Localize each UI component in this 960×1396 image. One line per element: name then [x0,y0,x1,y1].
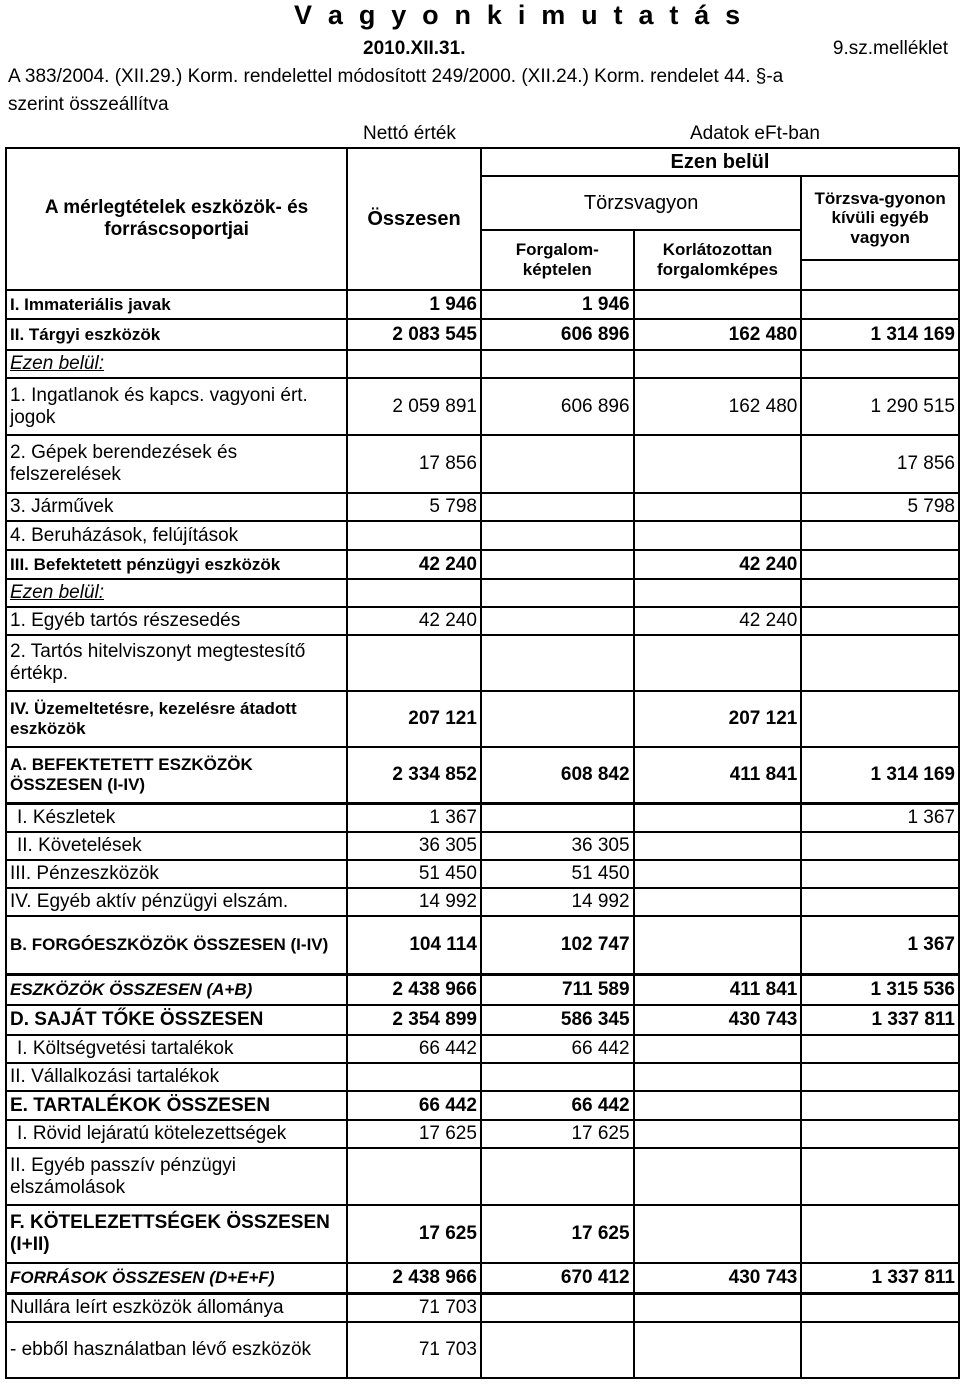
row-label: A. BEFEKTETETT ESZKÖZÖK ÖSSZESEN (I-IV) [6,747,347,803]
cell-restricted: 430 743 [634,1005,802,1035]
cell-other: 1 315 536 [801,974,959,1005]
cell-restricted: 430 743 [634,1263,802,1293]
cell-restricted [634,1148,802,1205]
cell-non-marketable [481,521,634,550]
cell-restricted [634,832,802,860]
cell-other [801,1091,959,1120]
cell-other: 5 798 [801,493,959,521]
cell-non-marketable [481,635,634,691]
row-label: IV. Egyéb aktív pénzügyi elszám. [6,888,347,916]
cell-total: 42 240 [347,607,481,635]
page-title: V a g y o n k i m u t a t á s [294,0,745,30]
table-row [6,1063,959,1091]
cell-other [801,350,959,378]
cell-non-marketable: 608 842 [481,747,634,803]
table-row [6,378,959,435]
cell-non-marketable [481,1063,634,1091]
cell-restricted: 411 841 [634,974,802,1005]
header-within: Ezen belül [481,148,959,176]
table-row [6,1148,959,1205]
cell-total: 66 442 [347,1091,481,1120]
cell-non-marketable: 711 589 [481,974,634,1005]
cell-total: 104 114 [347,916,481,974]
table-row [6,635,959,691]
legal-basis-line1: A 383/2004. (XII.29.) Korm. rendelettel módosított 249/2000. (XII.24.) Korm. rendelet 44. §-a [8,66,784,87]
cell-non-marketable: 17 625 [481,1120,634,1148]
row-label: 2. Tartós hitelviszonyt megtestesítő értékp. [6,635,347,691]
header-spacer [801,260,959,290]
cell-other: 1 314 169 [801,747,959,803]
table-row [6,803,959,832]
cell-restricted [634,1120,802,1148]
table-row [6,860,959,888]
cell-total: 2 438 966 [347,974,481,1005]
row-label: Ezen belül: [6,350,347,378]
cell-non-marketable: 14 992 [481,888,634,916]
cell-total: 66 442 [347,1035,481,1063]
cell-total: 36 305 [347,832,481,860]
row-label: I. Immateriális javak [6,290,347,319]
row-label: 4. Beruházások, felújítások [6,521,347,550]
row-label: B. FORGÓESZKÖZÖK ÖSSZESEN (I-IV) [6,916,347,974]
report-date: 2010.XII.31. [363,38,466,59]
table-row [6,521,959,550]
legal-basis-line2: szerint összeállítva [8,94,169,115]
cell-non-marketable [481,803,634,832]
row-label: I. Rövid lejáratú kötelezettségek [6,1120,347,1148]
table-row [6,1263,959,1293]
cell-non-marketable: 670 412 [481,1263,634,1293]
cell-restricted [634,579,802,607]
units-caption: Adatok eFt-ban [690,123,820,144]
cell-non-marketable [481,607,634,635]
cell-other [801,832,959,860]
table-row [6,974,959,1005]
table-row [6,1005,959,1035]
cell-total [347,1148,481,1205]
cell-other: 1 337 811 [801,1005,959,1035]
cell-other [801,1063,959,1091]
table-row [6,1293,959,1322]
cell-total: 2 438 966 [347,1263,481,1293]
cell-non-marketable [481,1148,634,1205]
header-non-marketable: Forgalom-képtelen [481,230,634,290]
cell-non-marketable [481,550,634,579]
cell-non-marketable [481,1293,634,1322]
table-row [6,1322,959,1378]
cell-non-marketable [481,579,634,607]
cell-restricted [634,493,802,521]
cell-total: 17 625 [347,1205,481,1263]
cell-non-marketable: 66 442 [481,1035,634,1063]
cell-other [801,521,959,550]
cell-total: 14 992 [347,888,481,916]
cell-restricted [634,350,802,378]
cell-other [801,888,959,916]
row-label: E. TARTALÉKOK ÖSSZESEN [6,1091,347,1120]
cell-non-marketable: 586 345 [481,1005,634,1035]
cell-non-marketable [481,493,634,521]
cell-restricted [634,916,802,974]
row-label: II. Egyéb passzív pénzügyi elszámolások [6,1148,347,1205]
table-row [6,1091,959,1120]
annex-number: 9.sz.melléklet [832,38,948,59]
header-items: A mérlegtételek eszközök- és forráscsoportjai [6,148,347,290]
cell-other [801,1205,959,1263]
table-row [6,579,959,607]
row-label: 1. Ingatlanok és kapcs. vagyoni ért. jogok [6,378,347,435]
table-row [6,747,959,803]
table-row [6,607,959,635]
cell-restricted [634,1322,802,1378]
cell-total [347,579,481,607]
cell-non-marketable: 36 305 [481,832,634,860]
row-label: FORRÁSOK ÖSSZESEN (D+E+F) [6,1263,347,1293]
cell-restricted: 411 841 [634,747,802,803]
row-label: - ebből használatban lévő eszközök [6,1322,347,1378]
table-row [6,1205,959,1263]
cell-total: 42 240 [347,550,481,579]
cell-other [801,579,959,607]
row-label: III. Pénzeszközök [6,860,347,888]
cell-non-marketable [481,350,634,378]
cell-non-marketable [481,1322,634,1378]
row-label: IV. Üzemeltetésre, kezelésre átadott eszközök [6,691,347,747]
net-value-caption: Nettó érték [363,123,456,144]
cell-restricted: 162 480 [634,319,802,350]
cell-other: 1 290 515 [801,378,959,435]
cell-restricted: 42 240 [634,607,802,635]
cell-non-marketable [481,691,634,747]
asset-statement-table [5,147,960,1379]
cell-restricted [634,1205,802,1263]
cell-total [347,521,481,550]
cell-restricted [634,860,802,888]
row-label: 2. Gépek berendezések és felszerelések [6,435,347,493]
cell-restricted [634,290,802,319]
table-row [6,350,959,378]
table-row [6,319,959,350]
cell-restricted [634,635,802,691]
row-label: II. Tárgyi eszközök [6,319,347,350]
table-row [6,916,959,974]
row-label: 1. Egyéb tartós részesedés [6,607,347,635]
table-row [6,691,959,747]
cell-total: 207 121 [347,691,481,747]
cell-total: 17 625 [347,1120,481,1148]
cell-other [801,1293,959,1322]
cell-restricted [634,1091,802,1120]
cell-total: 2 083 545 [347,319,481,350]
row-label: II. Vállalkozási tartalékok [6,1063,347,1091]
cell-restricted [634,1035,802,1063]
cell-total [347,350,481,378]
cell-restricted [634,1063,802,1091]
cell-total: 2 059 891 [347,378,481,435]
cell-total: 17 856 [347,435,481,493]
cell-non-marketable: 51 450 [481,860,634,888]
cell-restricted: 42 240 [634,550,802,579]
row-label: D. SAJÁT TŐKE ÖSSZESEN [6,1005,347,1035]
cell-non-marketable: 102 747 [481,916,634,974]
cell-other [801,1035,959,1063]
cell-other: 1 314 169 [801,319,959,350]
cell-restricted [634,521,802,550]
table-row [6,290,959,319]
cell-other [801,635,959,691]
cell-restricted [634,435,802,493]
table-row [6,435,959,493]
cell-other [801,860,959,888]
cell-restricted [634,888,802,916]
row-label: I. Készletek [6,803,347,832]
cell-other [801,1120,959,1148]
cell-total: 71 703 [347,1293,481,1322]
cell-total: 5 798 [347,493,481,521]
header-non-core: Törzsva-gyonon kívüli egyéb vagyon [801,176,959,260]
cell-non-marketable: 606 896 [481,319,634,350]
cell-other: 1 337 811 [801,1263,959,1293]
cell-total [347,635,481,691]
cell-other [801,1322,959,1378]
row-label: F. KÖTELEZETTSÉGEK ÖSSZESEN (I+II) [6,1205,347,1263]
table-row [6,1035,959,1063]
cell-non-marketable: 1 946 [481,290,634,319]
cell-other [801,1148,959,1205]
cell-other [801,607,959,635]
cell-other [801,290,959,319]
cell-non-marketable: 66 442 [481,1091,634,1120]
cell-total: 51 450 [347,860,481,888]
cell-restricted: 207 121 [634,691,802,747]
cell-total [347,1063,481,1091]
row-label: III. Befektetett pénzügyi eszközök [6,550,347,579]
row-label: I. Költségvetési tartalékok [6,1035,347,1063]
row-label: Nullára leírt eszközök állománya [6,1293,347,1322]
row-label: Ezen belül: [6,579,347,607]
cell-total: 1 946 [347,290,481,319]
header-core-assets: Törzsvagyon [481,176,801,230]
cell-other [801,550,959,579]
table-row [6,1120,959,1148]
cell-total: 2 334 852 [347,747,481,803]
cell-non-marketable [481,435,634,493]
cell-restricted [634,1293,802,1322]
cell-other: 17 856 [801,435,959,493]
table-row [6,550,959,579]
header-total: Összesen [347,148,481,290]
cell-other: 1 367 [801,916,959,974]
cell-other [801,691,959,747]
table-row [6,888,959,916]
cell-other: 1 367 [801,803,959,832]
cell-non-marketable: 606 896 [481,378,634,435]
row-label: II. Követelések [6,832,347,860]
cell-total: 2 354 899 [347,1005,481,1035]
table-row [6,493,959,521]
cell-restricted [634,803,802,832]
row-label: ESZKÖZÖK ÖSSZESEN (A+B) [6,974,347,1005]
cell-total: 71 703 [347,1322,481,1378]
table-row [6,832,959,860]
cell-total: 1 367 [347,803,481,832]
row-label: 3. Járművek [6,493,347,521]
cell-non-marketable: 17 625 [481,1205,634,1263]
header-restricted: Korlátozottan forgalomképes [634,230,802,290]
cell-restricted: 162 480 [634,378,802,435]
